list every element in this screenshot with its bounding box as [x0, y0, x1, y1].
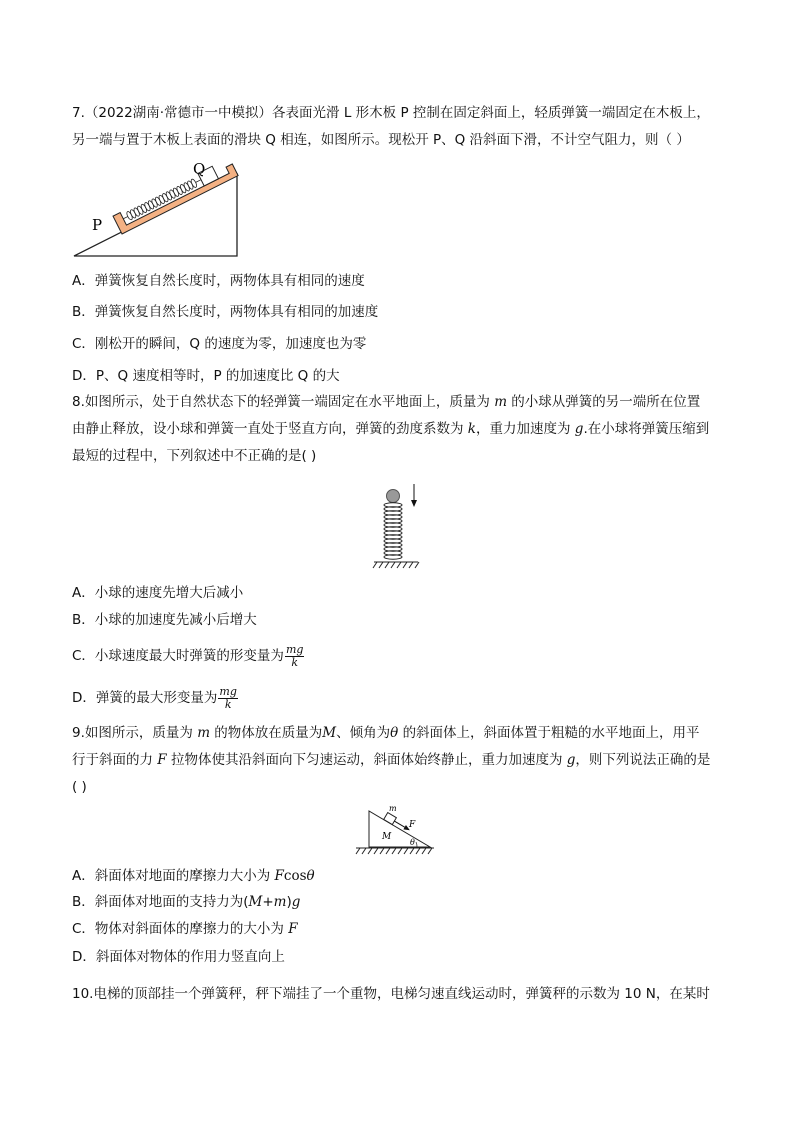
q9-text: 的物体放在质量为	[214, 725, 323, 741]
q7-figure	[72, 160, 247, 260]
paren-close: )	[286, 894, 292, 910]
var-M: M	[248, 894, 263, 910]
q7-number: 7.	[72, 105, 85, 121]
q8-stem	[72, 389, 724, 470]
var-F: F	[157, 752, 167, 768]
q9-stem	[72, 720, 724, 801]
fig-label-theta: θ	[410, 838, 415, 847]
q7-source: （2022湖南·常德市一中模拟）	[84, 105, 273, 121]
q8-line2	[72, 416, 724, 443]
q9-text: 行于斜面的力	[72, 752, 153, 768]
arrow-down	[411, 484, 417, 507]
plus-sign: +	[262, 894, 274, 910]
fraction-denominator: k	[291, 655, 299, 669]
q8-line3: 最短的过程中，下列叙述中不正确的是( )	[72, 448, 317, 464]
q8-text: 的小球从弹簧的另一端所在位置	[511, 394, 701, 410]
var-m: m	[494, 394, 507, 410]
q9-text: 拉物体使其沿斜面向下匀速运动，斜面体始终静止，重力加速度为	[170, 752, 563, 768]
var-m: m	[273, 894, 287, 910]
incline-M	[369, 811, 430, 847]
q9-line3: ( )	[72, 779, 87, 795]
q8-option-c-text: C．小球速度最大时弹簧的形变量为	[72, 648, 284, 664]
q10-line1: 10.电梯的顶部挂一个弹簧秤，秤下端挂了一个重物，电梯匀速直线运动时，弹簧秤的示数为 10 N，在某时	[72, 986, 710, 1002]
q7-stem	[72, 100, 724, 154]
q7-option-c: C．刚松开的瞬间，Q 的速度为零，加速度也为零	[72, 336, 367, 352]
fraction-mg-k	[285, 644, 304, 669]
q9-option-a-text: A．斜面体对地面的摩擦力大小为	[72, 868, 271, 884]
q7-line2: 另一端与置于木板上表面的滑块 Q 相连，如图所示。现松开 P、Q 沿斜面下滑，不计空气阻力，则（ ）	[72, 132, 690, 148]
var-M: M	[322, 725, 337, 741]
fraction-mg-k	[218, 686, 237, 711]
q8-option-d	[72, 683, 238, 713]
q9-figure	[354, 800, 436, 858]
q7-option-b: B．弹簧恢复自然长度时，两物体具有相同的加速度	[72, 304, 379, 320]
cos-text: cos	[283, 868, 307, 884]
ball	[387, 490, 400, 503]
var-F: F	[274, 868, 284, 884]
q8-text: 由静止释放，设小球和弹簧一直处于竖直方向，弹簧的劲度系数为	[72, 421, 464, 437]
q8-line1	[72, 389, 724, 416]
q9-text: 的斜面体上，斜面体置于粗糙的水平地面上，用平	[402, 725, 700, 741]
q8-option-d-text: D．弹簧的最大形变量为	[72, 690, 218, 706]
vertical-spring	[384, 503, 402, 559]
var-g: g	[574, 421, 584, 437]
q9-line1	[72, 720, 724, 747]
q9-line2	[72, 747, 724, 774]
var-g: g	[566, 752, 576, 768]
q9-text: 、倾角为	[336, 725, 391, 741]
label-q: Q	[193, 160, 206, 178]
q9-option-b-text: B．斜面体对地面的支持力为(	[72, 894, 249, 910]
fraction-numerator: mg	[285, 642, 304, 656]
fig-label-F: F	[409, 820, 416, 830]
q9-text: 9.如图所示，质量为	[72, 725, 193, 741]
fraction-denominator: k	[224, 697, 232, 711]
fraction-numerator: mg	[219, 684, 237, 698]
q9-option-a	[72, 865, 315, 887]
q7-option-d: D．P、Q 速度相等时，P 的加速度比 Q 的大	[72, 368, 340, 384]
label-p: P	[92, 216, 103, 234]
var-g: g	[291, 894, 301, 910]
q8-option-b: B．小球的加速度先减小后增大	[72, 612, 257, 628]
q9-option-c	[72, 918, 298, 940]
var-k: k	[467, 421, 476, 437]
fig-label-m: m	[389, 804, 397, 813]
var-theta: θ	[390, 725, 399, 741]
var-theta: θ	[306, 868, 315, 884]
ground	[373, 562, 419, 568]
q8-text: ，重力加速度为	[475, 421, 571, 437]
var-F: F	[288, 921, 298, 937]
q7-stem-a: 各表面光滑 L 形木板 P 控制在固定斜面上，轻质弹簧一端固定在木板上，	[272, 105, 710, 121]
q8-option-c	[72, 641, 304, 671]
ground	[356, 848, 434, 854]
q9-text: ，则下列说法正确的是	[575, 752, 711, 768]
q8-option-a: A．小球的速度先增大后减小	[72, 585, 244, 601]
q8-figure	[372, 478, 424, 570]
var-m: m	[197, 725, 210, 741]
q10-stem	[72, 981, 724, 1008]
q8-text: 8.如图所示，处于自然状态下的轻弹簧一端固定在水平地面上，质量为	[72, 394, 490, 410]
q9-option-c-text: C．物体对斜面体的摩擦力的大小为	[72, 921, 284, 937]
q7-line1	[72, 100, 724, 127]
q9-option-d: D．斜面体对物体的作用力竖直向上	[72, 949, 285, 965]
q9-option-b	[72, 891, 300, 913]
q7-option-a: A．弹簧恢复自然长度时，两物体具有相同的速度	[72, 273, 365, 289]
fig-label-M: M	[382, 832, 392, 842]
q8-text: .在小球将弹簧压缩到	[583, 421, 710, 437]
